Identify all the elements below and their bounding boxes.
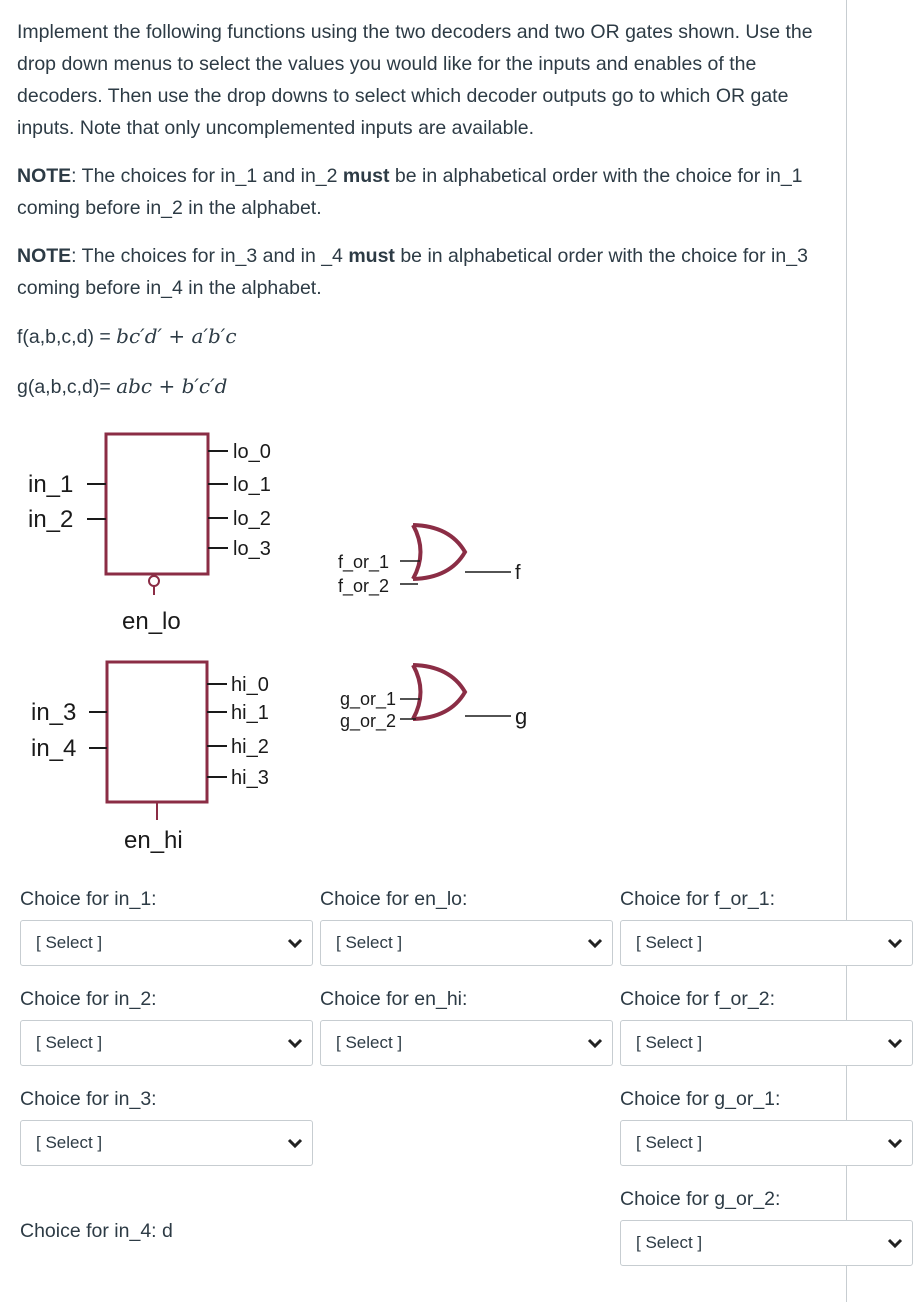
hi-3-label: hi_3 — [231, 767, 269, 789]
chevron-down-icon — [286, 1036, 304, 1050]
chevron-down-icon — [886, 1136, 904, 1150]
in-4-label: in_4 — [31, 735, 77, 762]
en-lo-select-value: [ Select ] — [336, 933, 403, 952]
hi-1-label: hi_1 — [231, 702, 269, 724]
en-lo-choice-label: Choice for en_lo: — [320, 888, 468, 910]
g-or-2-select-value: [ Select ] — [636, 1233, 703, 1252]
en-lo-select[interactable] — [320, 920, 613, 966]
in-4-choice-label: Choice for in_4: d — [20, 1220, 173, 1242]
in-3-select-value: [ Select ] — [36, 1133, 103, 1152]
note-1-label: NOTE — [17, 165, 72, 187]
decoder-lo-box — [106, 434, 208, 574]
f-or-1-select-value: [ Select ] — [636, 933, 703, 952]
f-output-label: f — [515, 562, 521, 584]
in-2-select[interactable] — [20, 1020, 313, 1066]
or-gate-f — [413, 525, 465, 579]
chevron-down-icon — [286, 1136, 304, 1150]
g-or-2-choice-label: Choice for g_or_2: — [620, 1188, 781, 1210]
en-hi-select-value: [ Select ] — [336, 1033, 403, 1052]
formula-g-label: g(a,b,c,d)= — [17, 376, 117, 398]
formula-f — [17, 324, 237, 349]
f-or-2-label: f_or_2 — [338, 576, 390, 596]
en-hi-select[interactable] — [320, 1020, 613, 1066]
en-hi-label: en_hi — [124, 827, 183, 854]
content-divider — [846, 0, 847, 1302]
or-gate-g — [413, 665, 465, 719]
f-or-1-label: f_or_1 — [338, 552, 390, 572]
decoder-circuit-diagram — [0, 420, 600, 860]
en-hi-choice-label: Choice for en_hi: — [320, 988, 468, 1010]
lo-1-label: lo_1 — [233, 474, 271, 496]
in-3-choice-label: Choice for in_3: — [20, 1088, 157, 1110]
hi-0-label: hi_0 — [231, 674, 269, 696]
f-or-1-select[interactable] — [620, 920, 913, 966]
en-lo-inversion-bubble — [149, 576, 159, 586]
f-or-2-choice-label: Choice for f_or_2: — [620, 988, 776, 1010]
chevron-down-icon — [586, 1036, 604, 1050]
g-or-1-label: g_or_1 — [340, 689, 397, 709]
instructions-paragraph: Implement the following functions using the two decoders and two OR gates shown. Use the drop down menus to select the values you would like for the inputs and enables of the decoders. Then use the drop downs to select which decoder outputs go to which OR gate inputs. Note that only uncomplemented inputs are available. — [17, 21, 813, 139]
lo-3-label: lo_3 — [233, 538, 271, 560]
f-or-1-choice-label: Choice for f_or_1: — [620, 888, 776, 910]
f-or-2-select[interactable] — [620, 1020, 913, 1066]
formula-g-expression: abc + b′c′d — [116, 374, 228, 398]
chevron-down-icon — [886, 1036, 904, 1050]
in-1-label: in_1 — [28, 471, 74, 498]
en-lo-label: en_lo — [122, 608, 181, 635]
note-2 — [17, 240, 827, 304]
in-1-select-value: [ Select ] — [36, 933, 103, 952]
in-1-choice-label: Choice for in_1: — [20, 888, 157, 910]
g-or-1-select-value: [ Select ] — [636, 1133, 703, 1152]
note-2-must: must — [348, 245, 395, 267]
in-2-choice-label: Choice for in_2: — [20, 988, 157, 1010]
chevron-down-icon — [586, 936, 604, 950]
hi-2-label: hi_2 — [231, 736, 269, 758]
instructions — [17, 16, 827, 320]
note-1-text-b: be in alphabetical order with the choice for in_1 coming before in_2 in the alphabet. — [17, 165, 803, 219]
in-3-label: in_3 — [31, 699, 77, 726]
lo-2-label: lo_2 — [233, 508, 271, 530]
note-2-text-b: be in alphabetical order with the choice for in_3 coming before in_4 in the alphabet. — [17, 245, 808, 299]
formula-f-expression: bc′d′ + a′b′c — [116, 324, 237, 348]
note-2-label: NOTE — [17, 245, 72, 267]
g-or-2-label: g_or_2 — [340, 711, 397, 731]
in-2-label: in_2 — [28, 506, 74, 533]
note-1-must: must — [342, 165, 390, 187]
formula-g — [17, 374, 227, 399]
chevron-down-icon — [886, 936, 904, 950]
g-output-label: g — [515, 704, 528, 729]
in-3-select[interactable] — [20, 1120, 313, 1166]
note-2-text-a: : The choices for in_3 and in _4 — [71, 245, 349, 267]
g-or-1-choice-label: Choice for g_or_1: — [620, 1088, 781, 1110]
in-1-select[interactable] — [20, 920, 313, 966]
formula-f-label: f(a,b,c,d) = — [17, 326, 117, 348]
f-or-2-select-value: [ Select ] — [636, 1033, 703, 1052]
in-2-select-value: [ Select ] — [36, 1033, 103, 1052]
lo-0-label: lo_0 — [233, 441, 271, 463]
g-or-2-select[interactable] — [620, 1220, 913, 1266]
chevron-down-icon — [886, 1236, 904, 1250]
chevron-down-icon — [286, 936, 304, 950]
decoder-hi-box — [107, 662, 207, 802]
note-1-text-a: : The choices for in_1 and in_2 — [71, 165, 343, 187]
note-1 — [17, 160, 827, 224]
g-or-1-select[interactable] — [620, 1120, 913, 1166]
